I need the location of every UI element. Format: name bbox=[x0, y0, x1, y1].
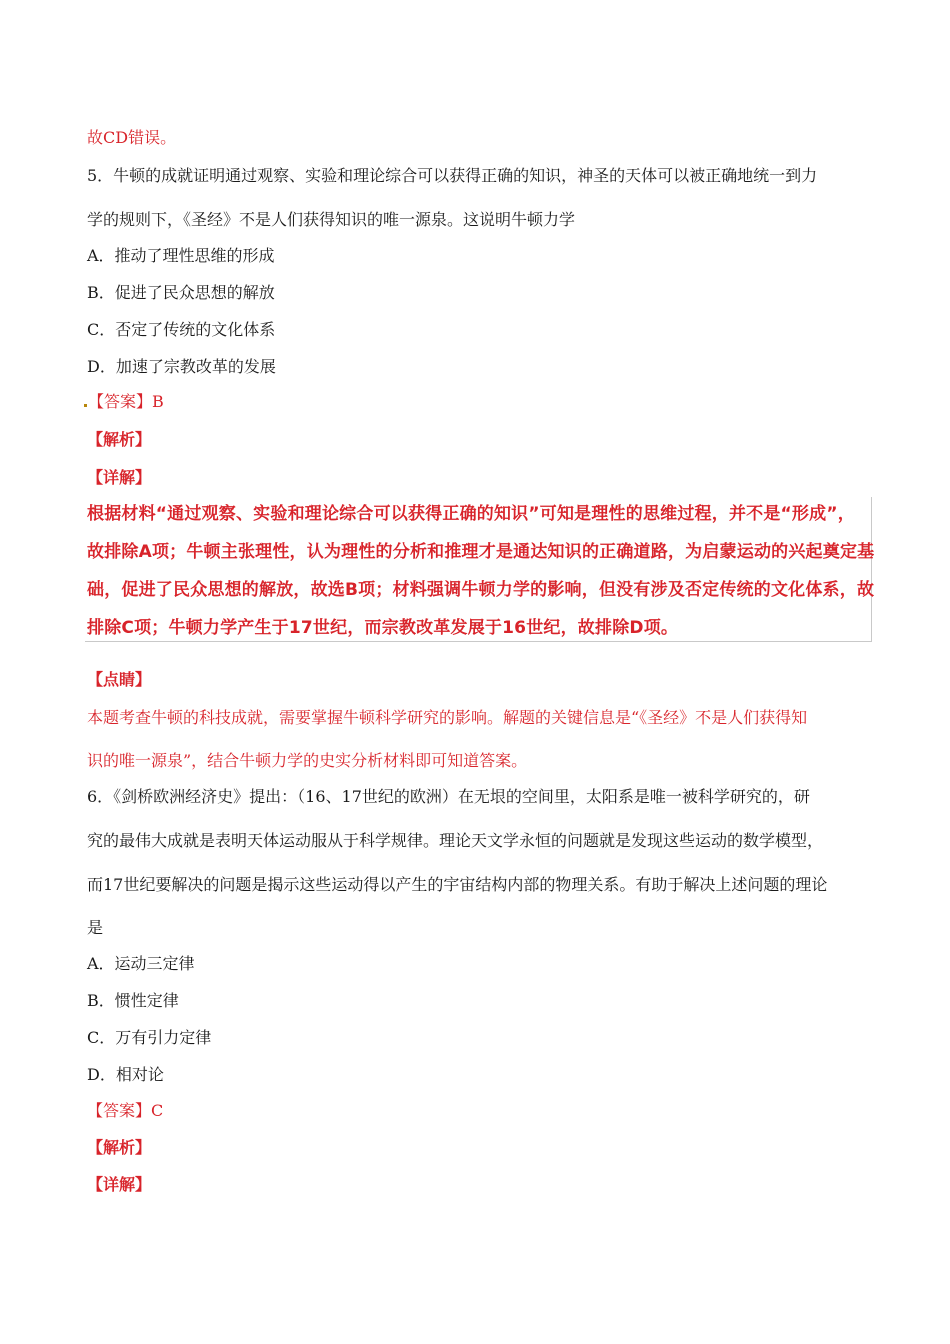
previous-answer-tail: 故CD错误。 bbox=[87, 128, 177, 147]
q5-option-d: D．加速了宗教改革的发展 bbox=[87, 357, 276, 376]
q6-analysis-label bbox=[87, 1138, 151, 1158]
q5-option-b: B．促进了民众思想的解放 bbox=[87, 283, 275, 302]
q5-analysis-label: 【解析】 bbox=[87, 430, 152, 449]
q5-detail-line-1: 根据材料“通过观察、实验和理论综合可以获得正确的知识”可知是理性的思维过程，并不是“形成”， bbox=[87, 504, 855, 524]
q5-detail-line-4: 排除C项；牛顿力学产生于17世纪，而宗教改革发展于16世纪，故排除D项。 bbox=[87, 618, 679, 638]
q5-tip-label: 【点睛】 bbox=[87, 670, 152, 689]
q5-option-a: A．推动了理性思维的形成 bbox=[87, 246, 275, 265]
q5-stem-line-2: 学的规则下，《圣经》不是人们获得知识的唯一源泉。这说明牛顿力学 bbox=[87, 210, 576, 229]
q6-option-d: D．相对论 bbox=[87, 1065, 164, 1084]
q6-stem-line-4: 是 bbox=[87, 918, 104, 937]
q6-option-c: C．万有引力定律 bbox=[87, 1028, 212, 1047]
q5-option-c: C．否定了传统的文化体系 bbox=[87, 320, 276, 339]
q6-stem-line-2: 究的最伟大成就是表明天体运动服从于科学规律。理论天文学永恒的问题就是发现这些运动的数学模型， bbox=[87, 831, 824, 850]
q6-detail-label: 【详解】 bbox=[87, 1175, 152, 1194]
marker-dot bbox=[84, 404, 87, 407]
q5-stem-line-1: 5．牛顿的成就证明通过观察、实验和理论综合可以获得正确的知识，神圣的天体可以被正确地统一到力 bbox=[87, 166, 818, 185]
q6-analysis-text: 【解析】 bbox=[87, 1138, 152, 1157]
q5-detail-line-3: 础，促进了民众思想的解放，故选B项；材料强调牛顿力学的影响，但没有涉及否定传统的文化体系，故 bbox=[87, 580, 875, 600]
q6-option-b: B．惯性定律 bbox=[87, 991, 179, 1010]
q6-stem-line-1: 6．《剑桥欧洲经济史》提出：（16、17世纪的欧洲）在无垠的空间里，太阳系是唯一被科学研究的，研 bbox=[87, 787, 810, 806]
q6-option-a: A．运动三定律 bbox=[87, 954, 195, 973]
q5-detail-line-2: 故排除A项；牛顿主张理性，认为理性的分析和推理才是通达知识的正确道路，为启蒙运动的兴起奠定基 bbox=[87, 542, 875, 562]
q5-answer bbox=[84, 392, 164, 412]
q6-answer: 【答案】C bbox=[87, 1101, 164, 1120]
q5-detail-label: 【详解】 bbox=[87, 468, 152, 487]
q6-stem-line-3: 而17世纪要解决的问题是揭示这些运动得以产生的宇宙结构内部的物理关系。有助于解决上述问题的理论 bbox=[87, 875, 828, 894]
q5-answer-text: 【答案】B bbox=[88, 392, 164, 411]
q5-tip-line-1: 本题考查牛顿的科技成就，需要掌握牛顿科学研究的影响。解题的关键信息是“《圣经》不是人们获得知 bbox=[87, 708, 808, 727]
q5-tip-line-2: 识的唯一源泉”，结合牛顿力学的史实分析材料即可知道答案。 bbox=[87, 751, 528, 770]
